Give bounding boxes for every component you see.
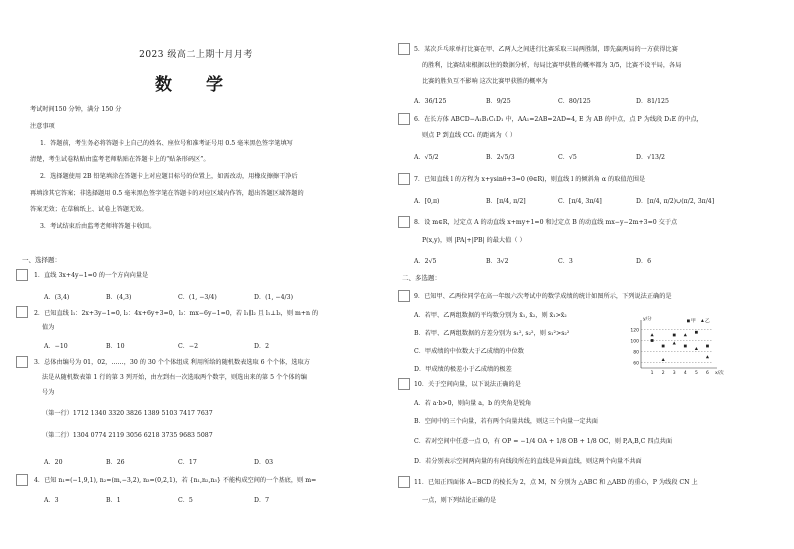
option[interactable]: C．(1, −3/4) <box>178 294 217 301</box>
point-乙 <box>695 347 698 350</box>
option[interactable]: D．81/125 <box>636 98 669 105</box>
option[interactable]: B．(4,3) <box>106 294 132 301</box>
point-乙 <box>662 358 665 361</box>
question-checkbox[interactable] <box>398 173 410 185</box>
option[interactable]: C．−2 <box>178 343 199 350</box>
point-甲 <box>695 331 698 334</box>
point-乙 <box>673 341 676 344</box>
point-甲 <box>662 345 665 348</box>
option[interactable]: C．若对空间中任意一点 O，有 OP = −1/4 OA + 1/8 OB + 1/8 OC，则 P,A,B,C 四点共面 <box>414 438 673 445</box>
q11-stem: 11．已知正四面体 A−BCD 的棱长为 2，点 M，N 分别为 △ABC 和 △ABD 的重心，P 为线段 CN 上 <box>414 479 698 486</box>
x-tick-label: 3 <box>672 371 676 376</box>
option[interactable]: A．[0,π) <box>414 198 440 205</box>
option[interactable]: D．[π/4, π/2)∪(π/2, 3π/4] <box>636 198 715 205</box>
option[interactable]: B．空间中的三个向量，若有两个向量共线，则这三个向量一定共面 <box>414 418 598 425</box>
option[interactable]: D．7 <box>254 497 270 504</box>
x-tick-label: 5 <box>694 371 698 376</box>
q8-stem: 8．设 m∈R，过定点 A 的动直线 x+my+1=0 和过定点 B 的动直线 mx−y−2m+3=0 交于点 <box>414 219 678 226</box>
question-checkbox[interactable] <box>398 476 410 488</box>
option[interactable]: D．√13/2 <box>636 154 665 161</box>
option[interactable]: B．若甲、乙两组数据的方差分别为 s₁², s₂²，则 s₁²>s₂² <box>414 330 570 337</box>
question-checkbox[interactable] <box>16 356 28 368</box>
q6-stem: 则点 P 到直线 CC₁ 的距离为（ ） <box>422 132 517 139</box>
option[interactable]: D．若分别表示空间两向量的有向线段所在的直线是异面直线，则这两个向量不共面 <box>414 458 642 465</box>
q3-stem: 3．总体由编号为 01，02，……，30 的 30 个个体组成 利用所给的随机数表选取 6 个个体，选取方 <box>34 359 310 366</box>
question-checkbox[interactable] <box>398 290 410 302</box>
q5-stem: 比赛的胜负互不影响 这次比赛甲获胜的概率为 <box>422 78 548 85</box>
note-line: 1．答题前，考生务必将答题卡上自己的姓名、座位号和准考证号用 0.5 毫米黑色签字笔填写 <box>40 140 293 147</box>
note-line: 2．选择题使用 2B 铅笔填涂在答题卡上对应题目标号的位置上，如需改动，用橡皮擦擦干净后 <box>40 173 298 180</box>
q1-stem: 1．直线 3x+4y−1=0 的一个方向向量是 <box>34 272 149 279</box>
x-tick-label: 6 <box>706 371 709 376</box>
point-甲 <box>684 345 687 348</box>
random-table-row: （第二行）1304 0774 2119 3056 6218 3735 9683 5087 <box>42 432 213 439</box>
score-chart <box>629 317 724 376</box>
option[interactable]: C．甲成绩的中位数大于乙成绩的中位数 <box>414 348 524 355</box>
option[interactable]: A．(3,4) <box>44 294 70 301</box>
x-tick-label: 1 <box>650 371 654 376</box>
q11-stem: 一点，则下列结论正确的是 <box>422 497 497 504</box>
legend-marker <box>701 319 704 322</box>
option[interactable]: A．2√5 <box>414 258 437 265</box>
score-chart-svg <box>629 317 724 376</box>
question-checkbox[interactable] <box>398 113 410 125</box>
option[interactable]: D．2 <box>254 343 270 350</box>
point-甲 <box>651 339 654 342</box>
note-line: 答案无效；在草稿纸上、试卷上答题无效。 <box>30 206 148 213</box>
right-column <box>398 0 794 549</box>
option[interactable]: C．3 <box>558 258 573 265</box>
question-checkbox[interactable] <box>16 269 28 281</box>
option[interactable]: A．3 <box>44 497 59 504</box>
q3-stem: 法是从随机数表第 1 行的第 3 列开始，由左到右一次选取两个数字，则选出来的第 5 个个体的编 <box>42 374 307 381</box>
option[interactable]: D．6 <box>636 258 652 265</box>
y-tick-label: 80 <box>633 350 639 356</box>
note-line: 再填涂其它答案；非选择题用 0.5 毫米黑色签字笔在答题卡的对应区域内作答，超出答题区域答题的 <box>30 190 304 197</box>
q2-stem: 值为 <box>42 324 55 331</box>
subject-title: 数 学 <box>155 75 237 95</box>
point-乙 <box>706 355 709 358</box>
option[interactable]: C．[π/4, 3π/4] <box>558 198 602 205</box>
q10-stem: 10．关于空间向量，以下说法正确的是 <box>414 381 521 388</box>
point-甲 <box>706 345 709 348</box>
option[interactable]: C．5 <box>178 497 193 504</box>
option[interactable]: A．√5/2 <box>414 154 439 161</box>
option[interactable]: B．9/25 <box>486 98 511 105</box>
question-checkbox[interactable] <box>16 306 28 318</box>
x-tick-label: 2 <box>661 371 665 376</box>
legend-label: 乙 <box>705 319 710 324</box>
option[interactable]: B．[π/4, π/2] <box>486 198 526 205</box>
option[interactable]: D．甲成绩的极差小于乙成绩的极差 <box>414 366 512 373</box>
option[interactable]: C．17 <box>178 459 197 466</box>
option[interactable]: C．√5 <box>558 154 577 161</box>
question-checkbox[interactable] <box>398 216 410 228</box>
q7-stem: 7．已知直线 l 的方程为 x+ysinθ+3=0 (θ∈R)，则直线 l 的倾斜角 α 的取值范围是 <box>414 176 646 183</box>
option[interactable]: B．2√5/3 <box>486 154 515 161</box>
option[interactable]: B．10 <box>106 343 125 350</box>
option[interactable]: A．−10 <box>44 343 68 350</box>
question-checkbox[interactable] <box>16 474 28 486</box>
option[interactable]: D．(1, −4/3) <box>254 294 293 301</box>
q4-stem: 4．已知 n₁=(−1,9,1), n₂=(m,−3,2), n₃=(0,2,1)，若 {n₁,n₂,n₃} 不能构成空间的一个基底，则 m= <box>34 477 317 484</box>
point-乙 <box>684 333 687 336</box>
section-single-choice: 一、选择题： <box>22 256 61 264</box>
y-tick-label: 100 <box>630 339 639 345</box>
section-multi-choice: 二、多选题： <box>402 274 441 282</box>
question-checkbox[interactable] <box>398 378 410 390</box>
legend-label: 甲 <box>691 319 696 324</box>
left-column <box>0 0 392 549</box>
y-axis-label: y/分 <box>643 317 652 322</box>
option[interactable]: A．20 <box>44 459 63 466</box>
option[interactable]: A．若甲、乙两组数据的平均数分别为 x̄₁, x̄₂，则 x̄₁>x̄₂ <box>414 312 567 319</box>
q5-stem: 5．某次乒乓球单打比赛在甲、乙两人之间进行比赛采取三局两胜制，即先赢两局的一方获得比赛 <box>414 46 678 53</box>
option[interactable]: D．03 <box>254 459 274 466</box>
q6-stem: 6．在长方体 ABCD−A₁B₁C₁D₁ 中，AA₁=2AB=2AD=4, E 为 AB 的中点，点 P 为线段 D₁E 的中点， <box>414 116 703 123</box>
option[interactable]: A．若 a·b>0，则向量 a，b 的夹角是锐角 <box>414 400 532 407</box>
option[interactable]: B．1 <box>106 497 121 504</box>
y-tick-label: 120 <box>630 328 639 334</box>
point-甲 <box>673 334 676 337</box>
exam-title: 2023 级高二上期十月月考 <box>139 50 253 60</box>
y-tick-label: 60 <box>633 361 639 367</box>
option[interactable]: B．3√2 <box>486 258 509 265</box>
option[interactable]: C．80/125 <box>558 98 591 105</box>
option[interactable]: B．26 <box>106 459 125 466</box>
note-line: 清楚，考生试卷粘贴由监考老师粘贴在答题卡上的“贴条形码区”。 <box>30 156 210 163</box>
question-checkbox[interactable] <box>398 43 410 55</box>
q8-stem: P(x,y)，则 |PA|+|PB| 的最大值（ ） <box>422 237 526 244</box>
exam-info: 考试时间150 分钟，满分 150 分 <box>30 106 122 113</box>
legend-marker <box>687 320 690 323</box>
q9-stem: 9．已知甲、乙两位同学在高一年级六次考试中的数学成绩的统计如图所示，下列说法正确的是 <box>414 293 672 300</box>
q3-stem: 号为 <box>42 389 55 396</box>
q2-stem: 2．已知直线 l₁：2x+3y−1=0, l₂：4x+6y+3=0，l₃：mx−6y−1=0，若 l₁∥l₂ 且 l₁⊥l₃，则 m+n 的 <box>34 310 319 317</box>
note-line: 3．考试结束后由监考老师将答题卡收回。 <box>40 223 156 230</box>
x-axis-label: x/次 <box>715 371 724 376</box>
x-tick-label: 4 <box>683 371 687 376</box>
notes-title: 注意事项 <box>30 123 55 130</box>
point-乙 <box>650 333 653 336</box>
random-table-row: （第一行）1712 1340 3320 3826 1389 5103 7417 7637 <box>42 410 213 417</box>
option[interactable]: A．36/125 <box>414 98 447 105</box>
q5-stem: 的胜利，比赛结束根据以往的数据分析，每局比赛甲获胜的概率都为 3/5，比赛不设平局，各局 <box>422 62 682 69</box>
